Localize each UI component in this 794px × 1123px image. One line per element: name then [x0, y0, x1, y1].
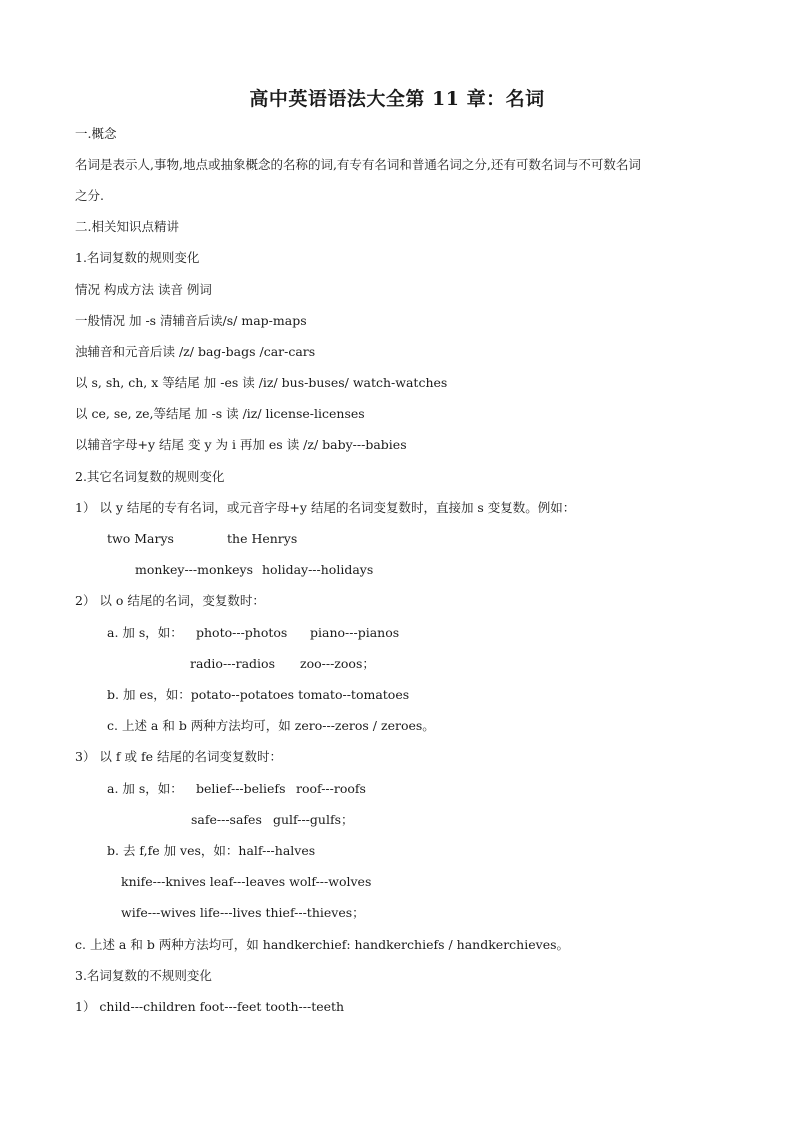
example-beliefs: belief---beliefs: [196, 781, 286, 796]
subheading-other-plural: 2.其它名词复数的规则变化: [75, 469, 225, 484]
irregular-example-row: 1） child---children foot---feet tooth---teeth: [75, 999, 345, 1014]
rule-item-f-ending: 3） 以 f 或 fe 结尾的名词变复数时：: [75, 749, 282, 764]
rule-row: 以辅音字母+y 结尾 变 y 为 i 再加 es 读 /z/ baby---babies: [75, 437, 407, 452]
example-safes: safe---safes: [191, 812, 262, 827]
example-radios: radio---radios: [190, 656, 275, 671]
option-b-line: b. 加 es，如：potato--potatoes tomato--tomatoes: [107, 687, 410, 702]
example-monkeys: monkey---monkeys: [135, 562, 254, 577]
rule-item-y-ending: 1） 以 y 结尾的专有名词，或元音字母+y 结尾的名词变复数时，直接加 s 变复数。例如：: [75, 500, 576, 515]
option-c-line: c. 上述 a 和 b 两种方法均可，如 zero---zeros / zeroes。: [107, 718, 435, 733]
rule-item-o-ending: 2） 以 o 结尾的名词，变复数时：: [75, 593, 265, 608]
definition-paragraph-line-1: 名词是表示人,事物,地点或抽象概念的名称的词,有专有名词和普通名词之分,还有可数名词与不可数名词: [75, 157, 641, 172]
definition-paragraph-line-2: 之分.: [75, 188, 104, 203]
document-title: 高中英语语法大全第 11 章：名词: [249, 88, 545, 110]
example-holidays: holiday---holidays: [262, 562, 374, 577]
example-the-henrys: the Henrys: [227, 531, 298, 546]
example-row-knives: knife---knives leaf---leaves wolf---wolves: [121, 874, 372, 889]
rule-row: 浊辅音和元音后读 /z/ bag-bags /car-cars: [75, 344, 316, 359]
subheading-irregular-plural: 3.名词复数的不规则变化: [75, 968, 212, 983]
section-heading-concept: 一.概念: [75, 126, 117, 141]
example-photos: photo---photos: [196, 625, 288, 640]
rule-table-header: 情况 构成方法 读音 例词: [75, 282, 212, 297]
rule-row: 一般情况 加 -s 清辅音后读/s/ map-maps: [75, 313, 307, 328]
option-a-label: a. 加 s，如：: [107, 781, 183, 796]
example-zoos: zoo---zoos；: [300, 656, 375, 671]
rule-row: 以 ce, se, ze,等结尾 加 -s 读 /iz/ license-licenses: [75, 406, 365, 421]
example-gulfs: gulf---gulfs；: [273, 812, 354, 827]
subheading-regular-plural: 1.名词复数的规则变化: [75, 250, 200, 265]
rule-row: 以 s, sh, ch, x 等结尾 加 -es 读 /iz/ bus-buses/ watch-watches: [75, 375, 448, 390]
example-row-wives: wife---wives life---lives thief---thieves；: [121, 905, 365, 920]
option-b-line: b. 去 f,fe 加 ves，如：half---halves: [107, 843, 316, 858]
example-pianos: piano---pianos: [310, 625, 400, 640]
example-roofs: roof---roofs: [296, 781, 366, 796]
example-two-marys: two Marys: [107, 531, 174, 546]
option-c-line: c. 上述 a 和 b 两种方法均可，如 handkerchief: handkerchiefs / handkerchieves。: [75, 937, 570, 952]
option-a-label: a. 加 s，如：: [107, 625, 183, 640]
section-heading-knowledge: 二.相关知识点精讲: [75, 219, 179, 234]
